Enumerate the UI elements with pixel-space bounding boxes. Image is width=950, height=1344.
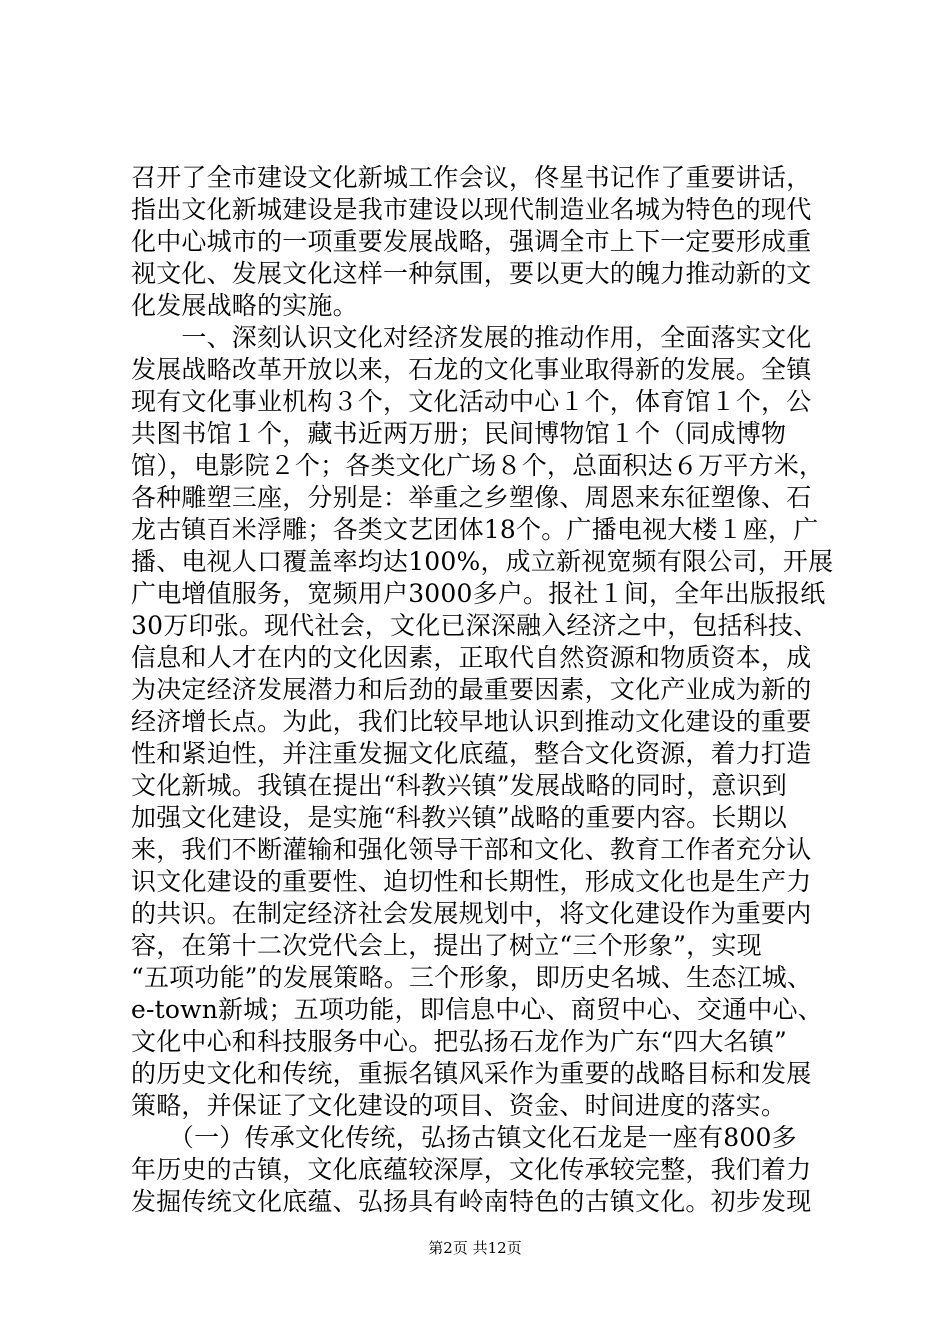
text-line: “五项功能”的发展策略。三个形象，即历史名城、生态江城、 [131,963,813,992]
text-line: 发掘传统文化底蕴、弘扬具有岭南特色的古镇文化。初步发现 [131,1187,812,1216]
text-line: e-town新城；五项功能，即信息中心、商贸中心、交通中心、 [131,995,823,1024]
text-line: 共图书馆１个，藏书近两万册；民间博物馆１个（同成博物 [131,419,787,448]
text-line: 文化中心和科技服务中心。把弘扬石龙作为广东“四大名镇” [131,1027,787,1056]
text-line: 容，在第十二次党代会上，提出了树立“三个形象”，实现 [131,931,762,960]
text-line: 为决定经济发展潜力和后劲的最重要因素，文化产业成为新的 [131,675,812,704]
text-line: 一、深刻认识文化对经济发展的推动作用，全面落实文化 [131,323,812,352]
text-line: 发展战略改革开放以来，石龙的文化事业取得新的发展。全镇 [131,355,812,384]
text-line: 播、电视人口覆盖率均达100%，成立新视宽频有限公司，开展 [131,547,834,576]
text-line: 加强文化建设，是实施“科教兴镇”战略的重要内容。长期以 [131,803,787,832]
text-line: 召开了全市建设文化新城工作会议，佟星书记作了重要讲话， [131,163,812,192]
text-line: 广电增值服务，宽频用户3000多户。报社１间，全年出版报纸 [131,579,826,608]
text-line: 文化新城。我镇在提出“科教兴镇”发展战略的同时，意识到 [131,771,787,800]
text-line: 化发展战略的实施。 [131,291,358,320]
text-line: 现有文化事业机构３个，文化活动中心１个，体育馆１个，公 [131,387,812,416]
text-line: 来，我们不断灌输和强化领导干部和文化、教育工作者充分认 [131,835,812,864]
text-line: 年历史的古镇，文化底蕴较深厚，文化传承较完整，我们着力 [131,1155,812,1184]
text-line: 化中心城市的一项重要发展战略，强调全市上下一定要形成重 [131,227,812,256]
page-footer: 第2页 共12页 [428,1239,522,1257]
text-line: 龙古镇百米浮雕；各类文艺团体18个。广播电视大楼１座，广 [131,515,819,544]
text-line: 30万印张。现代社会，文化已深深融入经济之中，包括科技、 [131,611,819,640]
text-line: 馆），电影院２个；各类文化广场８个，总面积达６万平方米， [131,451,825,480]
text-line: 策略，并保证了文化建设的项目、资金、时间进度的落实。 [131,1091,787,1120]
text-line: 信息和人才在内的文化因素，正取代自然资源和物质资本，成 [131,643,812,672]
text-line: 识文化建设的重要性、迫切性和长期性，形成文化也是生产力 [131,867,812,896]
text-line: 的共识。在制定经济社会发展规划中，将文化建设作为重要内 [131,899,812,928]
text-line: 指出文化新城建设是我市建设以现代制造业名城为特色的现代 [131,195,812,224]
text-line: 各种雕塑三座，分别是：举重之乡塑像、周恩来东征塑像、石 [131,483,812,512]
text-line: 视文化、发展文化这样一种氛围，要以更大的魄力推动新的文 [131,259,812,288]
text-line: （一）传承文化传统，弘扬古镇文化石龙是一座有800多 [131,1123,797,1152]
text-line: 的历史文化和传统，重振名镇风采作为重要的战略目标和发展 [131,1059,812,1088]
text-line: 经济增长点。为此，我们比较早地认识到推动文化建设的重要 [131,707,812,736]
body-text [131,162,834,1218]
text-line: 性和紧迫性，并注重发掘文化底蕴，整合文化资源，着力打造 [131,739,812,768]
